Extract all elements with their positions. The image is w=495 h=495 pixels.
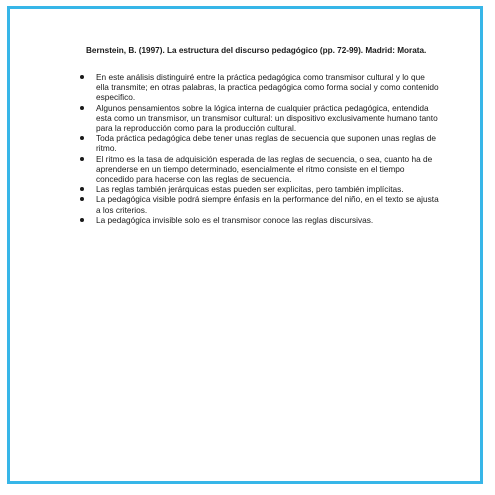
list-item (79, 72, 439, 103)
bullet-icon (80, 75, 84, 79)
list-item-text: Toda práctica pedagógica debe tener unas reglas de secuencia que suponen unas reglas de ritmo. (96, 133, 436, 154)
list-item (79, 184, 439, 194)
bullet-icon (80, 157, 84, 161)
list-item-text: Algunos pensamientos sobre la lógica interna de cualquier práctica pedagógica, entendida esta como un transmisor, un transmisor cultural: un dispositivo exclusivamente humano tanto para la reproducción como para la producción cultural. (96, 102, 438, 134)
list-item (79, 103, 439, 134)
list-item (79, 154, 439, 185)
list-item-text: Las reglas también jerárquicas estas pueden ser explicitas, pero también implícitas. (96, 184, 404, 195)
bullet-icon (80, 106, 84, 110)
list-item-text: El ritmo es la tasa de adquisición esperada de las reglas de secuencia, o sea, cuanto ha de aprenderse en un tiempo determinado, esencialmente el ritmo consiste en el tiempo concedido para hacerse con las reglas de secuencia. (96, 153, 433, 185)
bullet-icon (80, 197, 84, 201)
bullet-icon (80, 187, 84, 191)
list-item (79, 133, 439, 153)
list-item (79, 194, 439, 214)
bullet-icon (80, 136, 84, 140)
bullet-icon (80, 218, 84, 222)
list-item (79, 215, 439, 225)
list-item-text: En este análisis distinguiré entre la práctica pedagógica como transmisor cultural y lo que ella transmite; en otras palabras, la practica pedagógica como forma social y como contenido especifico. (96, 72, 439, 103)
list-item-text: La pedagógica visible podrá siempre énfasis en la performance del niño, en el texto se ajusta a los criterios. (96, 194, 439, 215)
bullet-list (79, 72, 439, 225)
reference-title: Bernstein, B. (1997). La estructura del discurso pedagógico (pp. 72-99). Madrid: Morata. (86, 46, 427, 55)
list-item-text: La pedagógica invisible solo es el transmisor conoce las reglas discursivas. (96, 214, 374, 225)
